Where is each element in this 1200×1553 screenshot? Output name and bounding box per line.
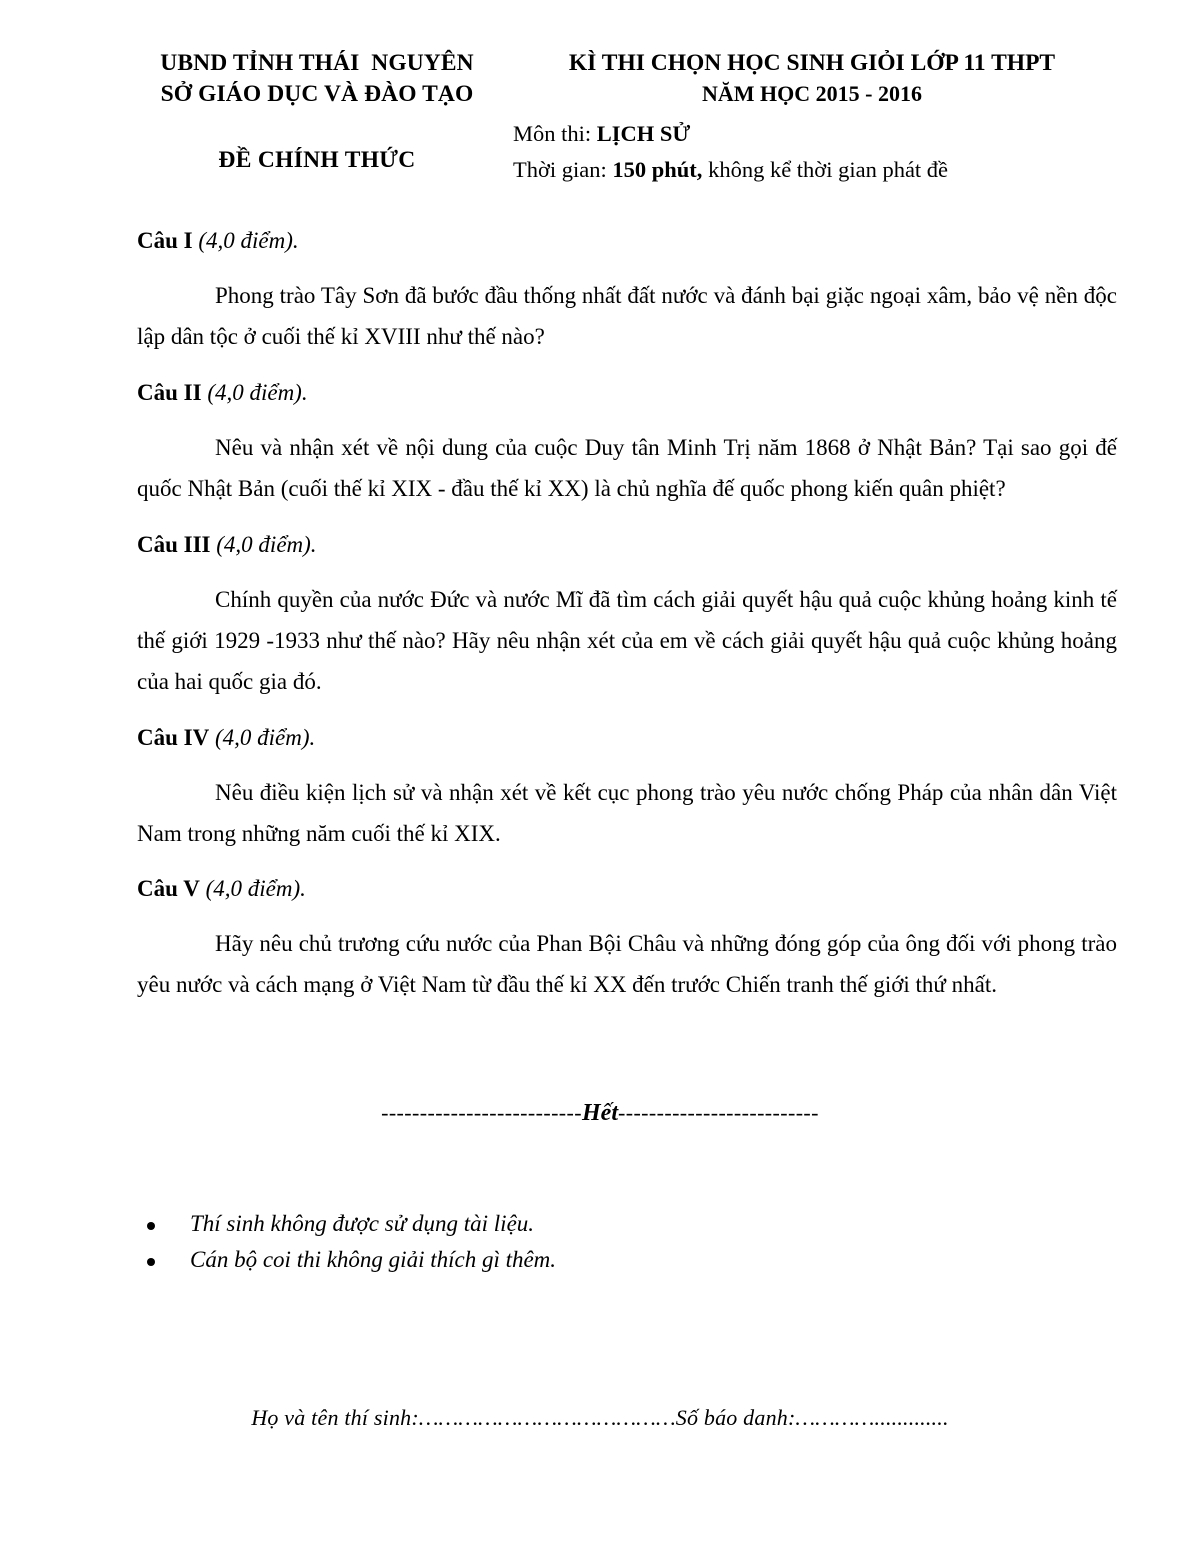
question-block [137,532,1117,703]
note-text: Cán bộ coi thi không giải thích gì thêm. [190,1246,557,1272]
question-label [137,532,1117,558]
candidate-id-dots: …………............. [795,1405,949,1430]
question-points: (4,0 điểm). [199,876,306,902]
candidate-name-dots: ………………………………… [418,1405,676,1430]
header-right-column [497,48,1117,187]
exam-school-year: NĂM HỌC 2015 - 2016 [702,81,922,107]
question-label [137,228,1117,254]
question-points: (4,0 điểm). [209,724,316,750]
exam-title: KÌ THI CHỌN HỌC SINH GIỎI LỚP 11 THPT [568,50,1056,76]
candidate-signature-line [0,1405,1200,1431]
question-text: Nêu điều kiện lịch sử và nhận xét về kết cục phong trào yêu nước chống Pháp của nhân dân Việt Nam trong những năm cuối thế kỉ XIX. [137,779,1117,846]
end-of-paper-marker [0,1100,1200,1127]
question-number: Câu II [137,379,202,405]
time-label: Thời gian: [513,157,613,183]
question-block [137,228,1117,358]
question-block [137,380,1117,510]
question-points: (4,0 điểm). [210,531,317,557]
question-number: Câu V [137,876,200,902]
list-item [137,1206,837,1242]
question-text: Phong trào Tây Sơn đã bước đầu thống nhất đất nước và đánh bại giặc ngoại xâm, bảo vệ nền độc lập dân tộc ở cuối thế kỉ XVIII như thế nào? [137,283,1117,349]
official-exam-label: ĐỀ CHÍNH THỨC [218,147,416,174]
question-label [137,380,1117,406]
list-item [137,1242,837,1278]
question-block [137,876,1117,1006]
document-header [137,48,1117,187]
question-text: Nêu và nhận xét về nội dung của cuộc Duy tân Minh Trị năm 1868 ở Nhật Bản? Tại sao gọi đế quốc Nhật Bản (cuối thế kỉ XIX - đầu thế kỉ XX) là chủ nghĩa đế quốc phong kiến quân phiệt? [137,434,1117,501]
bullet-icon [137,1251,190,1271]
organization-line-2: SỞ GIÁO DỤC VÀ ĐÀO TẠO [160,81,474,108]
subject-line [507,117,1117,151]
time-allowance-line [507,153,1117,187]
questions-container [137,228,1117,1028]
bullet-icon [137,1215,190,1235]
question-points: (4,0 điểm). [192,228,299,253]
question-label [137,725,1117,751]
question-text: Chính quyền của nước Đức và nước Mĩ đã tìm cách giải quyết hậu quả cuộc khủng hoảng kinh tế thế giới 1929 -1933 như thế nào? Hãy nêu nhận xét của em về cách giải quyết hậu quả cuộc khủng hoảng của hai quốc gia đó. [137,586,1117,694]
exam-notes-list [137,1206,837,1277]
question-label [137,876,1117,902]
question-number: Câu IV [137,724,210,750]
question-number: Câu I [137,228,193,253]
note-text: Thí sinh không được sử dụng tài liệu. [190,1211,535,1236]
time-value: 150 phút, [612,157,703,183]
time-note: không kể thời gian phát đề [702,157,949,183]
question-points: (4,0 điểm). [201,379,308,405]
question-number: Câu III [137,531,211,557]
end-marker-dashes-left: -------------------------- [381,1100,582,1125]
subject-label: Môn thi: [513,120,597,146]
question-text: Hãy nêu chủ trương cứu nước của Phan Bội Châu và những đóng góp của ông đối với phong trào yêu nước và cách mạng ở Việt Nam từ đầu thế kỉ XX đến trước Chiến tranh thế giới thứ nhất. [137,931,1117,998]
end-marker-word: Hết [582,1100,618,1126]
subject-value: LỊCH SỬ [596,120,691,146]
end-marker-dashes-right: -------------------------- [618,1100,819,1125]
organization-line-1: UBND TỈNH THÁI NGUYÊN [160,50,474,76]
question-block [137,725,1117,855]
header-left-column [137,48,497,174]
candidate-id-label: Số báo danh: [675,1405,796,1430]
candidate-name-label: Họ và tên thí sinh: [251,1405,419,1430]
